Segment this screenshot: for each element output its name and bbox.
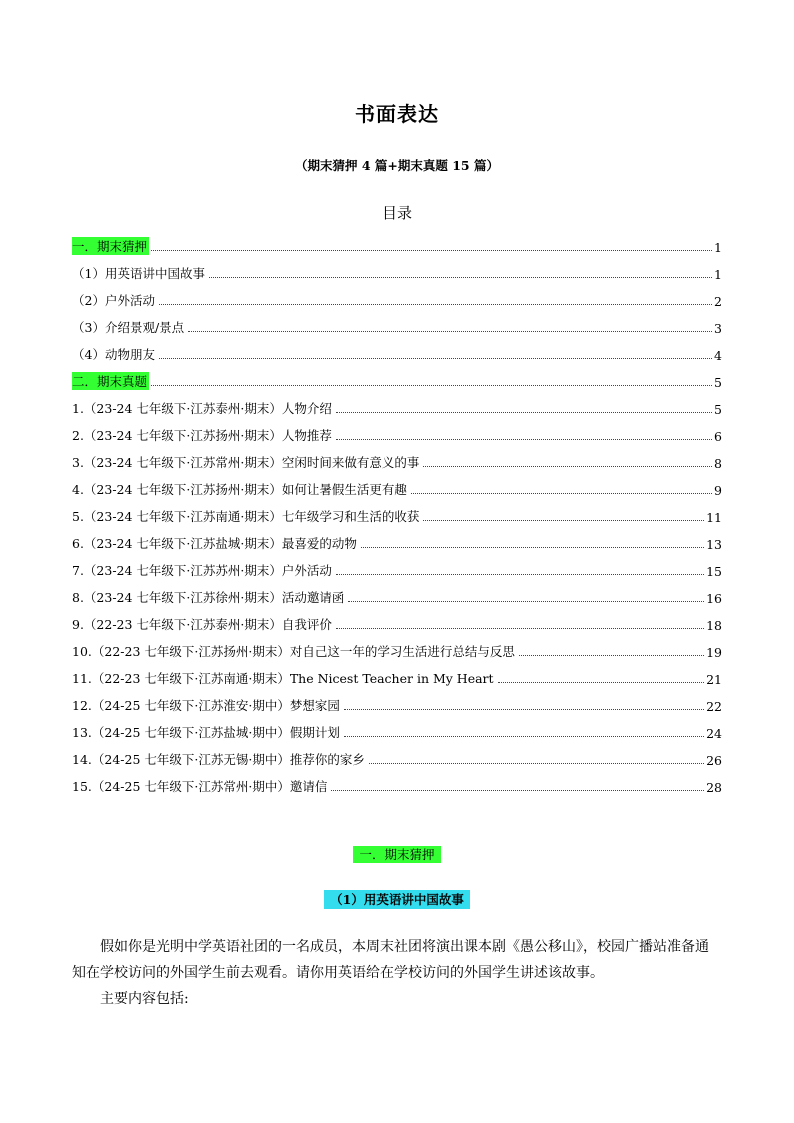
toc-entry[interactable] [72, 390, 722, 417]
dot-leader [336, 573, 704, 575]
toc-entry-text: 3.（23-24 七年级下·江苏常州·期末）空闲时间来做有意义的事 [72, 455, 420, 470]
toc-entry-page: 2 [714, 294, 722, 309]
dot-leader [423, 465, 712, 467]
dot-leader [348, 600, 704, 602]
section-heading [0, 845, 794, 863]
content-intro-paragraph: 主要内容包括: [100, 991, 189, 1007]
toc-entry[interactable] [72, 768, 722, 795]
dot-leader [411, 492, 712, 494]
sub-heading [0, 890, 794, 908]
toc-entry-text: 4.（23-24 七年级下·江苏扬州·期末）如何让暑假生活更有趣 [72, 482, 407, 497]
dot-leader [498, 681, 705, 683]
dot-leader [188, 330, 712, 332]
toc-entry[interactable] [72, 471, 722, 498]
task-paragraph: 假如你是光明中学英语社团的一名成员，本周末社团将演出课本剧《愚公移山》，校园广播站准备通知在学校访问的外国学生前去观看。请你用英语给在学校访问的外国学生讲述该故事。 [72, 939, 709, 981]
toc-entry-text: 二．期末真题 [72, 374, 148, 389]
toc-entry-text: （3）介绍景观/景点 [72, 320, 185, 335]
dot-leader [423, 519, 704, 521]
toc-entry-page: 18 [706, 618, 722, 633]
dot-leader [361, 546, 704, 548]
dot-leader [344, 735, 704, 737]
dot-leader [159, 303, 712, 305]
toc-entry-text: 12.（24-25 七年级下·江苏淮安·期中）梦想家园 [72, 698, 340, 713]
dot-leader [369, 762, 704, 764]
toc-entry[interactable] [72, 714, 722, 741]
toc-entry-text: （1）用英语讲中国故事 [72, 266, 205, 281]
dot-leader [159, 357, 712, 359]
toc-entry-page: 6 [714, 429, 722, 444]
toc-entry-text: 1.（23-24 七年级下·江苏泰州·期末）人物介绍 [72, 401, 332, 416]
toc-entry-text: 8.（23-24 七年级下·江苏徐州·期末）活动邀请函 [72, 590, 345, 605]
toc-entry[interactable] [72, 309, 722, 336]
toc-entry[interactable] [72, 741, 722, 768]
toc-entry-text: 15.（24-25 七年级下·江苏常州·期中）邀请信 [72, 779, 328, 794]
toc-entry[interactable] [72, 660, 722, 687]
toc-entry[interactable] [72, 633, 722, 660]
toc-entry[interactable] [72, 444, 722, 471]
dot-leader [519, 654, 704, 656]
toc-entry-text: 2.（23-24 七年级下·江苏扬州·期末）人物推荐 [72, 428, 332, 443]
toc-entry-text: 9.（22-23 七年级下·江苏泰州·期末）自我评价 [72, 617, 332, 632]
toc-entry-text: （2）户外活动 [72, 293, 155, 308]
toc-entry-page: 28 [706, 780, 722, 795]
toc-heading: 目录 [381, 204, 412, 222]
toc-entry-page: 15 [706, 564, 722, 579]
toc-entry-page: 1 [714, 240, 722, 255]
dot-leader [331, 789, 704, 791]
toc-entry[interactable] [72, 552, 722, 579]
dot-leader [209, 276, 712, 278]
toc-entry[interactable] [72, 525, 722, 552]
toc-entry-text: （4）动物朋友 [72, 347, 155, 362]
toc-entry-page: 8 [714, 456, 722, 471]
toc-entry-text: 13.（24-25 七年级下·江苏盐城·期中）假期计划 [72, 725, 340, 740]
toc-entry[interactable] [72, 606, 722, 633]
toc-entry-page: 5 [714, 402, 722, 417]
toc-entry-page: 16 [706, 591, 722, 606]
toc-entry-text: 14.（24-25 七年级下·江苏无锡·期中）推荐你的家乡 [72, 752, 365, 767]
toc-entry[interactable] [72, 687, 722, 714]
document-title: 书面表达 [355, 102, 439, 126]
dot-leader [336, 411, 712, 413]
toc-entry-page: 21 [706, 672, 722, 687]
toc-entry[interactable] [72, 579, 722, 606]
dot-leader [336, 627, 704, 629]
dot-leader [151, 249, 712, 251]
toc-entry-section-1[interactable] [72, 228, 722, 255]
toc-entry-text: 6.（23-24 七年级下·江苏盐城·期末）最喜爱的动物 [72, 536, 357, 551]
toc-entry-page: 4 [714, 348, 722, 363]
toc-entry-page: 13 [706, 537, 722, 552]
toc-entry[interactable] [72, 498, 722, 525]
toc-entry-page: 5 [714, 375, 722, 390]
toc-entry[interactable] [72, 336, 722, 363]
toc-entry-page: 11 [706, 510, 722, 525]
toc-entry-text: 10.（22-23 七年级下·江苏扬州·期末）对自己这一年的学习生活进行总结与反思 [72, 644, 515, 659]
section-heading-text: 一．期末猜押 [353, 846, 440, 863]
toc-entry-text: 11.（22-23 七年级下·江苏南通·期末）The Nicest Teacher in My Heart [72, 671, 494, 686]
toc-entry[interactable] [72, 255, 722, 282]
toc-entry-section-2[interactable] [72, 363, 722, 390]
toc-entry-page: 19 [706, 645, 722, 660]
toc-entry-text: 一．期末猜押 [72, 239, 148, 254]
toc-entry-page: 3 [714, 321, 722, 336]
toc-entry-page: 1 [714, 267, 722, 282]
dot-leader [344, 708, 704, 710]
toc-entry[interactable] [72, 417, 722, 444]
toc-entry-page: 24 [706, 726, 722, 741]
toc-entry[interactable] [72, 282, 722, 309]
toc-entry-page: 26 [706, 753, 722, 768]
document-subtitle: （期末猜押 4 篇+期末真题 15 篇） [295, 158, 499, 173]
toc-entry-page: 9 [714, 483, 722, 498]
table-of-contents [72, 228, 722, 795]
toc-entry-text: 7.（23-24 七年级下·江苏苏州·期末）户外活动 [72, 563, 332, 578]
dot-leader [336, 438, 712, 440]
toc-entry-text: 5.（23-24 七年级下·江苏南通·期末）七年级学习和生活的收获 [72, 509, 420, 524]
dot-leader [151, 384, 712, 386]
sub-heading-text: （1）用英语讲中国故事 [324, 890, 470, 909]
toc-entry-page: 22 [706, 699, 722, 714]
